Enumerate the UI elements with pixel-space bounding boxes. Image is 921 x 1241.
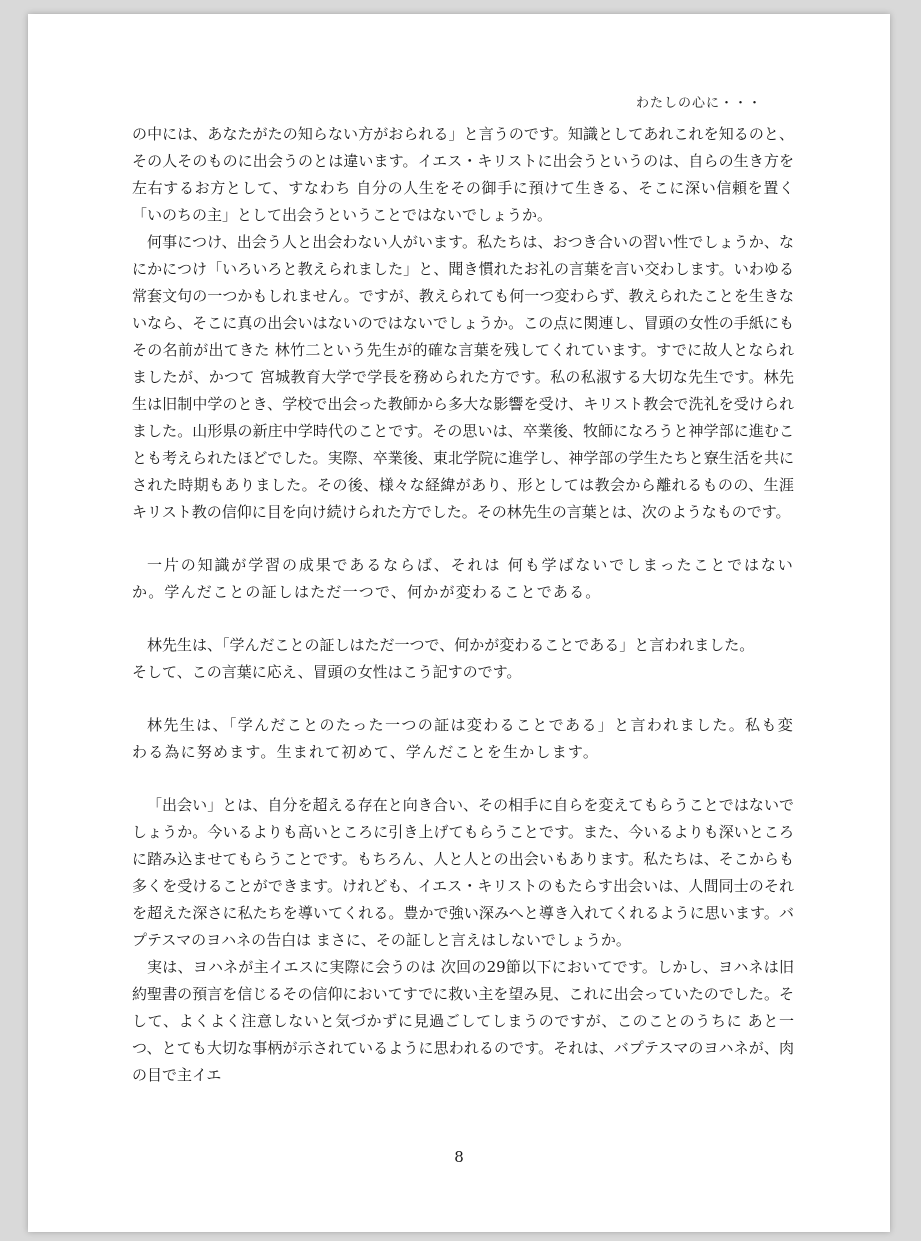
running-header: わたしの心に・・・ [635,96,762,111]
document-page [28,14,890,1232]
body-text [132,121,794,1089]
paragraph-1: の中には、あなたがたの知らない方がおられる」と言うのです。知識としてあれこれを知るのと、その人そのものに出会うのとは違います。イエス・キリストに出会うというのは、自らの生き方を左右するお方として、すなわち 自分の人生をその御手に預けて生きる、そこに深い信頼を置く「いのちの主」として出会うということではないでしょうか。 [132,125,794,224]
quote-1: 一片の知識が学習の成果であるならば、それは 何も学ばないでしまったことではないか。学んだことの証しはただ一つで、何かが変わることである。 [132,556,794,601]
spacer [132,526,794,552]
paragraph-4: 「出会い」とは、自分を超える存在と向き合い、その相手に自らを変えてもらうことではないでしょうか。今いるよりも高いところに引き上げてもらうことです。また、今いるよりも深いところに踏み込ませてもらうことです。もちろん、人と人との出会いもあります。私たちは、そこからも多くを受けることができます。けれども、イエス・キリストのもたらす出会いは、人間同士のそれを超えた深さに私たちを導いてくれる。豊かで強い深みへと導き入れてくれるように思います。バプテスマのヨハネの告白は まさに、その証しと言えはしないでしょうか。 [132,796,794,949]
paragraph-3b: そして、この言葉に応え、冒頭の女性はこう記すのです。 [132,663,522,681]
paragraph-5: 実は、ヨハネが主イエスに実際に会うのは 次回の29節以下においてです。しかし、ヨハネは旧約聖書の預言を信じるその信仰においてすでに救い主を望み見、これに出会っていたのでした。そして、よくよく注意しないと気づかずに見過ごしてしまうのですが、このことのうちに あと一つ、とても大切な事柄が示されているように思われるのです。それは、バプテスマのヨハネが、肉の目で主イエ [132,958,794,1084]
spacer [132,686,794,712]
spacer [132,606,794,632]
page-number: 8 [454,1148,464,1166]
spacer [132,766,794,792]
quote-2: 林先生は、「学んだことのたった一つの証は変わることである」と言われました。私も変わる為に努めます。生まれて初めて、学んだことを生かします。 [132,716,794,761]
paragraph-2: 何事につけ、出会う人と出会わない人がいます。私たちは、おつき合いの習い性でしょうか、なにかにつけ「いろいろと教えられました」と、聞き慣れたお礼の言葉を言い交わします。いわゆる常套文句の一つかもしれません。ですが、教えられても何一つ変わらず、教えられたことを生きないなら、そこに真の出会いはないのではないでしょうか。この点に関連し、冒頭の女性の手紙にもその名前が出てきた 林竹二という先生が的確な言葉を残してくれています。すでに故人となられましたが、かつて 宮城教育大学で学長を務められた方です。私の私淑する大切な先生です。林先生は旧制中学のとき、学校で出会った教師から多大な影響を受け、キリスト教会で洗礼を受けられました。山形県の新庄中学時代のことです。その思いは、卒業後、牧師になろうと神学部に進むことも考えられたほどでした。実際、卒業後、東北学院に進学し、神学部の学生たちと寮生活を共にされた時期もありました。その後、様々な経緯があり、形としては教会から離れるものの、生涯 キリスト教の信仰に目を向け続けられた方でした。その林先生の言葉とは、次のようなものです。 [132,233,794,521]
paragraph-3a: 林先生は、「学んだことの証しはただ一つで、何かが変わることである」と言われました。 [147,636,755,654]
